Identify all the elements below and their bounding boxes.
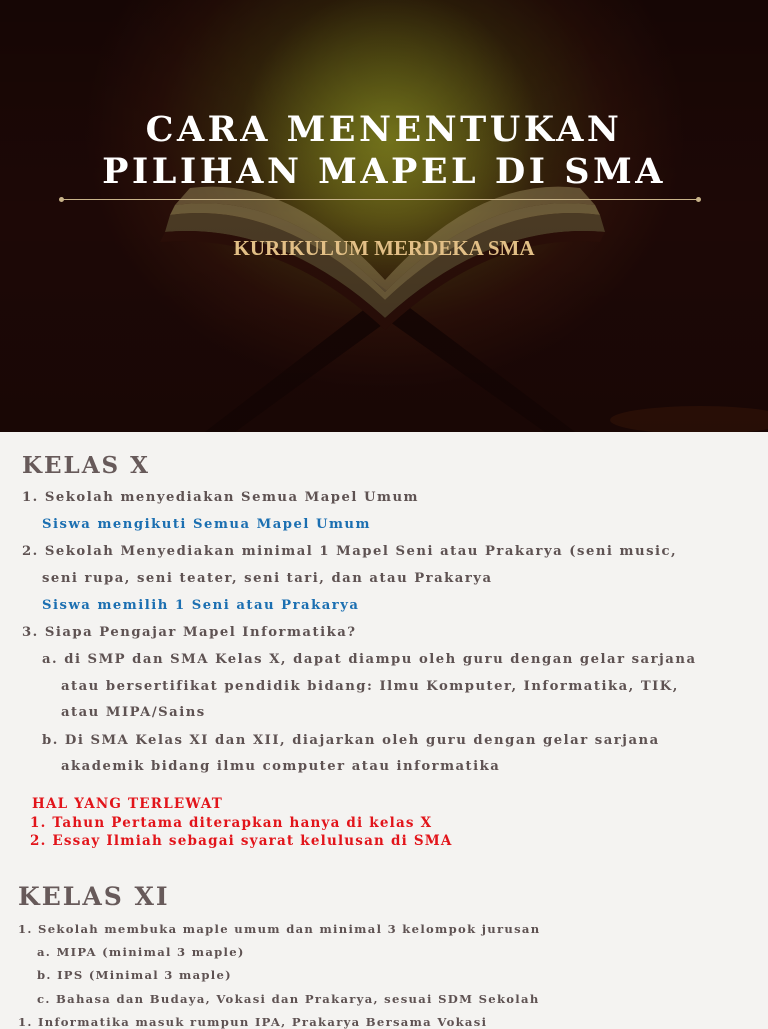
kelas-x-item-3a-line-3: atau MIPA/Sains — [61, 705, 206, 720]
kelas-x-item-3a-line-1: a. di SMP dan SMA Kelas X, dapat diampu oleh guru dengan gelar sarjana — [42, 652, 697, 667]
page-subtitle: KURIKULUM MERDEKA SMA — [233, 236, 535, 260]
section-heading-kelas-xi: KELAS XI — [18, 882, 170, 911]
kelas-x-item-3b-line-1: b. Di SMA Kelas XI dan XII, diajarkan oleh guru dengan gelar sarjana — [42, 733, 660, 748]
kelas-x-item-2-note: Siswa memilih 1 Seni atau Prakarya — [42, 598, 360, 613]
kelas-x-item-3a-line-2: atau bersertifikat pendidik bidang: Ilmu Komputer, Informatika, TIK, — [61, 679, 679, 694]
title-divider — [62, 199, 698, 200]
kelas-xi-item-1c: c. Bahasa dan Budaya, Vokasi dan Prakarya, sesuai SDM Sekolah — [37, 992, 540, 1006]
kelas-xi-item-1b: b. IPS (Minimal 3 maple) — [37, 968, 232, 982]
kelas-xi-item-1: 1. Sekolah membuka maple umum dan minimal 3 kelompok jurusan — [18, 922, 541, 936]
kelas-x-item-3b-line-2: akademik bidang ilmu computer atau informatika — [61, 759, 501, 774]
page-title-line-1: CARA MENENTUKAN — [145, 109, 623, 150]
open-book-on-stand-illustration — [0, 0, 768, 432]
kelas-xi-item-1a: a. MIPA (minimal 3 maple) — [37, 945, 245, 959]
missed-items-heading: HAL YANG TERLEWAT — [32, 796, 224, 812]
kelas-xi-item-2: 1. Informatika masuk rumpun IPA, Prakarya Bersama Vokasi — [18, 1015, 488, 1029]
section-heading-kelas-x: KELAS X — [22, 452, 151, 479]
missed-item-1: 1. Tahun Pertama diterapkan hanya di kelas X — [30, 815, 433, 831]
kelas-x-item-1: 1. Sekolah menyediakan Semua Mapel Umum — [22, 490, 420, 505]
kelas-x-item-1-note: Siswa mengikuti Semua Mapel Umum — [42, 517, 371, 532]
kelas-x-item-2-line-1: 2. Sekolah Menyediakan minimal 1 Mapel Seni atau Prakarya (seni music, — [22, 544, 678, 559]
document-body — [0, 432, 768, 1029]
kelas-x-item-3: 3. Siapa Pengajar Mapel Informatika? — [22, 625, 357, 640]
kelas-x-item-2-line-2: seni rupa, seni teater, seni tari, dan atau Prakarya — [42, 571, 493, 586]
missed-item-2: 2. Essay Ilmiah sebagai syarat kelulusan di SMA — [30, 833, 453, 849]
hero-banner — [0, 0, 768, 432]
page-title-line-2: PILIHAN MAPEL DI SMA — [102, 151, 666, 192]
